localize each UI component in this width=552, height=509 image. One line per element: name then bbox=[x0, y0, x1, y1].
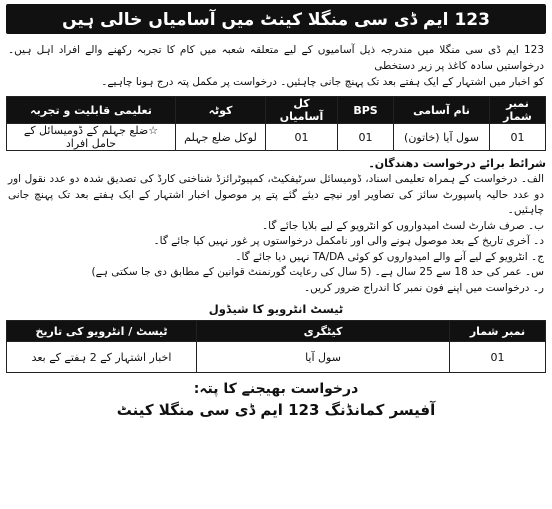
schedule-title: ٹیسٹ انٹرویو کا شیڈول bbox=[208, 302, 344, 316]
cell-category: سول آیا bbox=[197, 342, 450, 373]
condition-item: الف۔ درخواست کے ہمراہ تعلیمی اسناد، ڈومیسائل سرٹیفکیٹ، کمپیوٹرائزڈ شناختی کارڈ کی تصدیق شدہ دو عدد نقول اور دو عدد حالیہ پاسپورٹ سائز کی تصاویر اور نیچے دیئے گئے پتے پر موصول اخبار اشتہار کے ایک ہفتے بعد تک پہنچ جانی چاہئیں۔ bbox=[8, 173, 544, 216]
col-total-posts: کل آسامیاں bbox=[266, 97, 338, 124]
condition-item: س۔ عمر کی حد 18 سے 25 سال ہے۔ (5 سال کی رعایت گورنمنٹ قوانین کے مطابق دی جا سکتی ہے) bbox=[91, 266, 544, 278]
col-bps: BPS bbox=[338, 97, 394, 124]
col-qualification: تعلیمی قابلیت و تجربہ bbox=[7, 97, 176, 124]
col-category: کیٹگری bbox=[197, 321, 450, 342]
ad-title-bar bbox=[6, 4, 546, 34]
conditions-title: شرائط برائے درخواست دھندگان۔ bbox=[368, 157, 546, 170]
cell-qualification: ☆ضلع جہلم کے ڈومیسائل کے حامل افراد bbox=[7, 124, 176, 151]
intro-paragraph bbox=[6, 42, 546, 90]
address-title: درخواست بھیجنے کا پتہ: bbox=[193, 381, 359, 397]
condition-item: ب۔ صرف شارٹ لسٹ امیدواروں کو انٹرویو کے لیے بلایا جائے گا۔ bbox=[262, 219, 544, 232]
posts-table bbox=[6, 96, 546, 151]
posts-table-header bbox=[7, 97, 546, 124]
cell-test-date: اخبار اشتہار کے 2 ہفتے کے بعد bbox=[7, 342, 197, 373]
schedule-table-header bbox=[7, 321, 546, 342]
address-line: آفیسر کمانڈنگ 123 ایم ڈی سی منگلا کینٹ bbox=[116, 401, 436, 419]
conditions-list bbox=[6, 172, 546, 296]
cell-serial: 01 bbox=[490, 124, 546, 151]
col-quota: کوٹہ bbox=[176, 97, 266, 124]
col-test-date: ٹیسٹ / انٹرویو کی تاریخ bbox=[7, 321, 197, 342]
intro-line-2: کو اخبار میں اشتہار کے ایک ہفتے بعد تک پہنچ جانی چاہئیں۔ درخواست پر مکمل پتہ درج ہونا چاہیے۔ bbox=[101, 76, 544, 88]
job-advertisement bbox=[6, 4, 546, 501]
ad-title: 123 ایم ڈی سی منگلا کینٹ میں آسامیاں خالی ہیں bbox=[62, 9, 490, 30]
condition-item: ج۔ انٹرویو کے لیے آنے والے امیدواروں کو کوئی TA/DA نہیں دیا جائے گا۔ bbox=[235, 250, 544, 263]
table-row bbox=[7, 124, 546, 151]
table-row bbox=[7, 342, 546, 373]
cell-bps: 01 bbox=[338, 124, 394, 151]
col-serial: نمبر شمار bbox=[490, 97, 546, 124]
cell-post-name: سول آیا (خاتون) bbox=[394, 124, 490, 151]
cell-total-posts: 01 bbox=[266, 124, 338, 151]
col-serial: نمبر شمار bbox=[450, 321, 546, 342]
col-post-name: نام آسامی bbox=[394, 97, 490, 124]
condition-item: د۔ آخری تاریخ کے بعد موصول ہونے والی اور نامکمل درخواستوں پر غور نہیں کیا جائے گا۔ bbox=[153, 235, 544, 247]
intro-line-1: 123 ایم ڈی سی منگلا میں مندرجہ ذیل آسامیوں کے لیے متعلقہ شعبہ میں کام کا تجربہ رکھنے والے افراد اہل ہیں۔ درخواستیں سادہ کاغذ پر زیر دستخطی bbox=[8, 44, 544, 72]
cell-serial: 01 bbox=[450, 342, 546, 373]
cell-quota: لوکل ضلع جہلم bbox=[176, 124, 266, 151]
condition-item: ر۔ درخواست میں اپنے فون نمبر کا اندراج ضرور کریں۔ bbox=[303, 281, 544, 294]
schedule-table bbox=[6, 320, 546, 373]
